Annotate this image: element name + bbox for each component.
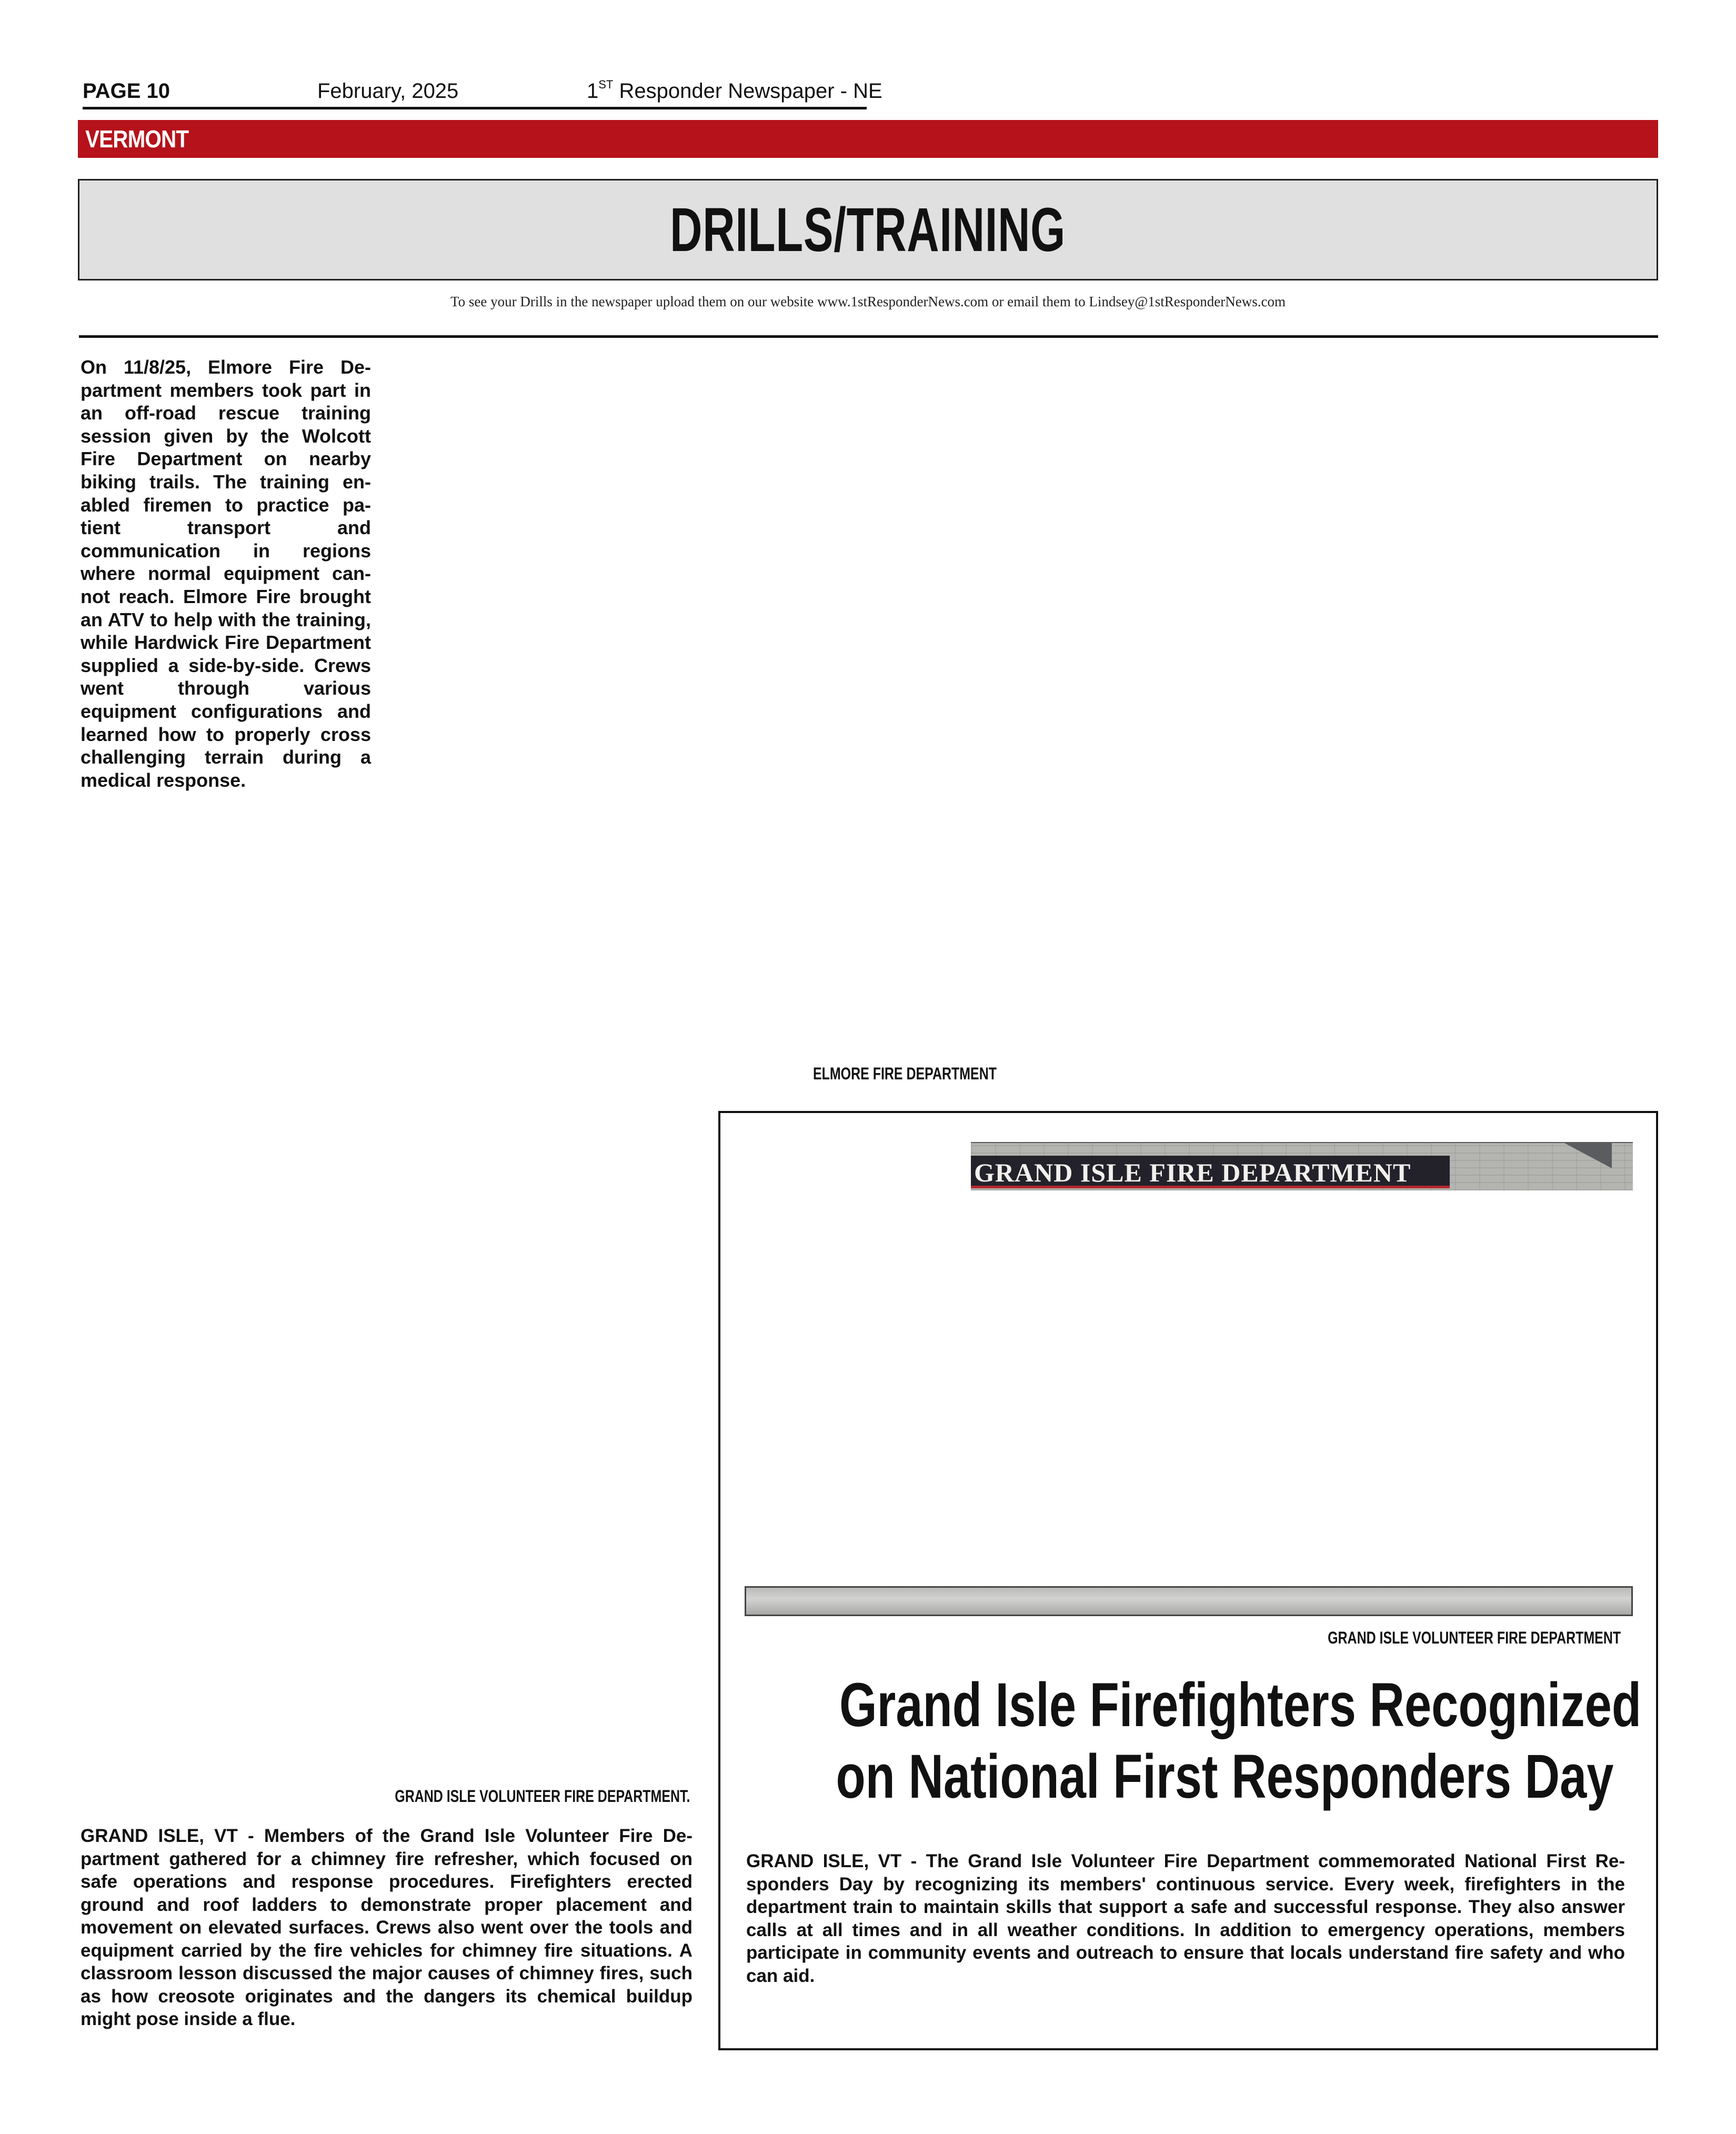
feature-photo-credit: GRAND ISLE VOLUNTEER FIRE DEPARTMENT [1328, 1628, 1621, 1647]
chimney-story-body: GRAND ISLE, VT - Members of the Grand Isle Volunteer Fire Department gathered for a chimney fire refresher, which focused on safe operations and response procedures. Firefighters erected ground and roof ladders to demonstrate proper placement and movement on elevated surfaces. Crews also went over the tools and equipment carried by the fire vehicles for chimney fire situations. A classroom lesson discussed the major causes of chimney fires, such as how creosote originates and the dangers its chemical buildup might pose inside a flue. [81, 1826, 693, 2029]
header-rule [83, 107, 867, 109]
station-sign [971, 1156, 1450, 1188]
paper-title: Responder Newspaper - NE [613, 79, 882, 103]
headline-line-2: on National First Responders Day [836, 1742, 1614, 1811]
station-sign-text: GRAND ISLE FIRE DEPARTMENT [974, 1158, 1411, 1187]
elmore-photo-credit: ELMORE FIRE DEPARTMENT [813, 1064, 997, 1083]
feature-story-body: GRAND ISLE, VT - The Grand Isle Volunteer Fire Department commemorated National First Responders Day by recognizing its members' continuous service. Every week, firefighters in the department train to maintain skills that support a safe and successful response. They also answer calls at all times and in all weather conditions. In addition to emergency operations, members participate in community events and outreach to ensure that locals understand fire safety and who can aid. [746, 1851, 1625, 1986]
paper-ordinal: 1 [587, 79, 599, 103]
paper-ordinal-suffix: ST [598, 78, 614, 91]
section-title: DRILLS/TRAINING [670, 195, 1066, 265]
submission-note: To see your Drills in the newspaper upload them on our website www.1stResponderNews.com or email them to Lindsey@1stResponderNews.com [450, 294, 1286, 309]
feature-headline [726, 1669, 1650, 1812]
elmore-story-body: On 11/8/25, Elmore Fire Department members took part in an off-road rescue training session given by the Wolcott Fire Department on nearby biking trails. The training enabled firemen to practice patient transport and communication in regions where normal equipment cannot reach. Elmore Fire brought an ATV to help with the training, while Hardwick Fire Department supplied a side-by-side. Crews went through various equipment configurations and learned how to properly cross challenging terrain during a medical response. [81, 356, 371, 791]
newspaper-name [587, 78, 882, 104]
section-title-box [78, 179, 1658, 280]
page-number: PAGE 10 [83, 79, 170, 103]
group-photo-strip [745, 1586, 1633, 1616]
state-label: VERMONT [85, 125, 189, 153]
fire-station-photo [971, 1142, 1633, 1190]
headline-line-1: Grand Isle Firefighters Recognized [839, 1670, 1642, 1740]
state-banner [78, 120, 1658, 158]
chimney-photo-credit: GRAND ISLE VOLUNTEER FIRE DEPARTMENT. [394, 1787, 690, 1806]
section-rule [79, 335, 1658, 338]
issue-date: February, 2025 [317, 79, 459, 103]
